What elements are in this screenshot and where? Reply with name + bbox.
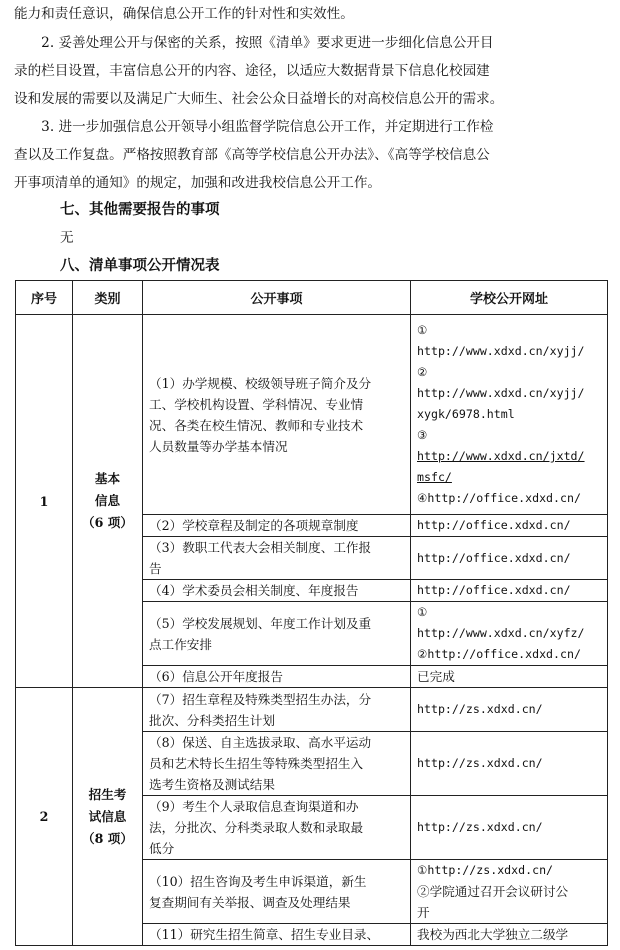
row-item (143, 315, 411, 515)
row-item (143, 688, 411, 732)
url-line: ② (417, 365, 428, 379)
table-row (16, 315, 608, 515)
item-line: （10）招生咨询及考生申诉渠道，新生 (149, 873, 367, 889)
row-url (411, 515, 608, 537)
item-line: （3）教职工代表大会相关制度、工作报 (149, 540, 372, 555)
row-number: 1 (16, 315, 73, 688)
paragraph-intro (14, 0, 612, 28)
row-item (143, 924, 411, 946)
row-number: 2 (16, 688, 73, 946)
url-line: ④http://office.xdxd.cn/ (417, 491, 581, 505)
item-line: （1）办学规模、校级领导班子简介及分 (149, 375, 372, 391)
row-url (411, 796, 608, 860)
paragraph-line: 开事项清单的通知》的规定，加强和改进我校信息公开工作。 (14, 175, 382, 191)
paragraph-line: 能力和责任意识，确保信息公开工作的针对性和实效性。 (14, 6, 354, 22)
category-line: （8 项） (82, 830, 133, 846)
url-line: 开 (417, 905, 430, 920)
item-line: 批次、分科类招生计划 (149, 712, 275, 728)
category-line: 招生考 (88, 786, 127, 802)
category-line: 信息 (94, 493, 121, 508)
row-item (143, 796, 411, 860)
url-line: http://www.xdxd.cn/xyjj/ (417, 386, 585, 400)
url-line: http://www.xdxd.cn/jxtd/ (417, 449, 585, 463)
item-line: 低分 (149, 841, 175, 856)
url-line: http://office.xdxd.cn/ (417, 583, 571, 597)
paragraph-item-3 (14, 113, 612, 197)
header-item: 公开事项 (143, 281, 411, 315)
url-line: http://zs.xdxd.cn/ (417, 702, 543, 716)
table-row (16, 688, 608, 732)
url-line: ① (417, 605, 428, 619)
category-line: 基本 (94, 471, 121, 486)
url-line: http://zs.xdxd.cn/ (417, 756, 543, 770)
item-line: （5）学校发展规划、年度工作计划及重 (149, 615, 372, 631)
paragraph-line: 设和发展的需要以及满足广大师生、社会公众日益增长的对高校信息公开的需求。 (14, 91, 504, 107)
category-line: （6 项） (82, 515, 133, 530)
item-line: 况、各类在校生情况、教师和专业技术 (149, 417, 364, 433)
row-url (411, 924, 608, 946)
url-line: http://office.xdxd.cn/ (417, 550, 571, 565)
row-item (143, 732, 411, 796)
row-url (411, 537, 608, 580)
row-url (411, 688, 608, 732)
row-item (143, 860, 411, 924)
item-line: 法，分批次、分科类录取人数和录取最 (149, 820, 364, 835)
header-category: 类别 (73, 281, 143, 315)
row-url (411, 580, 608, 602)
paragraph-line: 查以及工作复盘。严格按照教育部《高等学校信息公开办法》、《高等学校信息公 (14, 147, 490, 163)
header-number: 序号 (16, 281, 73, 315)
section-8-heading: 八、清单事项公开情况表 (60, 257, 220, 274)
item-line: （4）学术委员会相关制度、年度报告 (149, 583, 359, 598)
row-url (411, 315, 608, 515)
row-url (411, 860, 608, 924)
item-line: （7）招生章程及特殊类型招生办法，分 (149, 691, 372, 707)
item-line: 员和艺术特长生招生等特殊类型招生入 (149, 756, 364, 771)
row-category (73, 688, 143, 946)
item-line: 复查期间有关举报、调查及处理结果 (149, 894, 351, 910)
url-line: ③ (417, 428, 428, 442)
url-line: 我校为西北大学独立二级学 (417, 927, 569, 942)
paragraph-item-2 (14, 29, 612, 113)
row-item (143, 537, 411, 580)
paragraph-line: 录的栏目设置，丰富信息公开的内容、途径，以适应大数据背景下信息化校园建 (14, 63, 490, 79)
item-line: 工、学校机构设置、学科情况、专业情 (149, 396, 364, 412)
url-line: http://office.xdxd.cn/ (417, 518, 571, 532)
section-7-heading: 七、其他需要报告的事项 (60, 201, 220, 218)
url-line: http://www.xdxd.cn/xyfz/ (417, 626, 585, 640)
row-item (143, 602, 411, 666)
url-line: ②http://office.xdxd.cn/ (417, 647, 581, 661)
row-url (411, 732, 608, 796)
category-line: 试信息 (88, 808, 127, 824)
url-line: http://zs.xdxd.cn/ (417, 820, 543, 834)
item-line: （6）信息公开年度报告 (149, 669, 283, 684)
item-line: 告 (149, 561, 162, 576)
url-line: http://www.xdxd.cn/xyjj/ (417, 344, 585, 358)
url-line: ① (417, 323, 428, 337)
disclosure-table (15, 280, 608, 946)
row-item (143, 580, 411, 602)
item-line: （8）保送、自主选拔录取、高水平运动 (149, 735, 372, 750)
header-url: 学校公开网址 (411, 281, 608, 315)
item-line: （11）研究生招生简章、招生专业目录、 (149, 927, 380, 942)
url-line: ①http://zs.xdxd.cn/ (417, 863, 554, 877)
row-item (143, 515, 411, 537)
paragraph-line: 3. 进一步加强信息公开领导小组监督学院信息公开工作，并定期进行工作检 (14, 119, 494, 135)
paragraph-line: 2. 妥善处理公开与保密的关系，按照《清单》要求更进一步细化信息公开目 (14, 35, 494, 51)
row-category (73, 315, 143, 688)
table-header-row (16, 281, 608, 315)
row-url (411, 666, 608, 688)
item-line: 人员数量等办学基本情况 (149, 438, 288, 454)
url-line: ②学院通过召开会议研讨公 (417, 884, 569, 899)
item-line: 选考生资格及测试结果 (149, 777, 275, 792)
url-line: msfc/ (417, 470, 452, 484)
item-line: （2）学校章程及制定的各项规章制度 (149, 518, 359, 533)
url-line: xygk/6978.html (417, 407, 515, 421)
item-line: 点工作安排 (149, 636, 212, 652)
row-item (143, 666, 411, 688)
item-line: （9）考生个人录取信息查询渠道和办 (149, 799, 359, 814)
url-line: 已完成 (417, 669, 455, 684)
section-7-content: 无 (60, 230, 74, 246)
row-url (411, 602, 608, 666)
